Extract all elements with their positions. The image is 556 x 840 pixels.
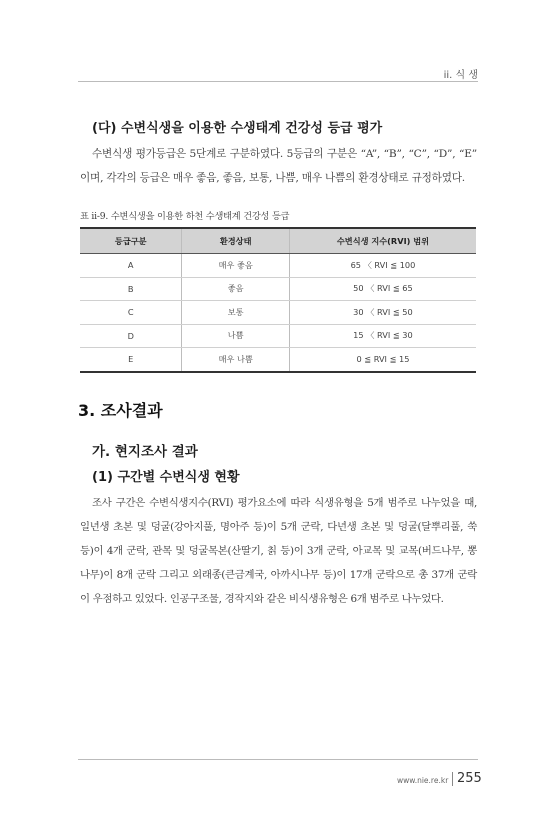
condition-cell: 보통 bbox=[182, 301, 289, 325]
condition-cell: 매우 좋음 bbox=[182, 254, 289, 278]
grade-table bbox=[80, 227, 476, 373]
results-paragraph: 조사 구간은 수변식생지수(RVI) 평가요소에 따라 식생유형을 5개 범주로 나누었을 때, 일년생 초본 및 덩굴(강아지풀, 명아주 등)이 5개 군락, 다년생 초본 및 덩굴(달뿌리풀, 쑥 등)이 4개 군락, 관목 및 덩굴목본(산딸기, 칡 등)이 3개 군락, 아교목 및 교목(버드나무, 뽕나무)이 8개 군락 그리고 외래종(큰금계국, 아까시나무 등)이 17개 군락으로 총 37개 군락이 우점하고 있었다. 인공구조물, 경작지와 같은 비식생유형은 6개 범주로 나누었다. bbox=[80, 497, 477, 605]
header-section-label: ii. 식 생 bbox=[443, 70, 478, 81]
footer-separator bbox=[452, 772, 453, 786]
rvi-range-cell: 30 〈 RVI ≦ 50 bbox=[289, 301, 476, 325]
rvi-range-cell: 50 〈 RVI ≦ 65 bbox=[289, 277, 476, 301]
footer-divider bbox=[78, 759, 478, 760]
subsection-title: (다) 수변식생을 이용한 수생태계 건강성 등급 평가 bbox=[92, 121, 383, 136]
condition-cell: 나쁨 bbox=[182, 324, 289, 348]
subheading-field-survey: 가. 현지조사 결과 bbox=[92, 444, 198, 460]
section-title: 3. 조사결과 bbox=[78, 401, 163, 420]
column-header-grade: 등급구분 bbox=[80, 228, 182, 254]
column-header-rvi-range: 수변식생 지수(RVI) 범위 bbox=[289, 228, 476, 254]
rvi-range-cell: 65 〈 RVI ≦ 100 bbox=[289, 254, 476, 278]
table-row bbox=[80, 324, 476, 348]
footer-url: www.nie.re.kr bbox=[397, 776, 449, 785]
page-number: 255 bbox=[457, 771, 482, 786]
subsubheading-vegetation-status: (1) 구간별 수변식생 현황 bbox=[92, 470, 240, 485]
table-row bbox=[80, 254, 476, 278]
condition-cell: 좋음 bbox=[182, 277, 289, 301]
rvi-range-cell: 15 〈 RVI ≦ 30 bbox=[289, 324, 476, 348]
column-header-condition: 환경상태 bbox=[182, 228, 289, 254]
grade-cell: E bbox=[80, 348, 182, 372]
grade-cell: B bbox=[80, 277, 182, 301]
grade-cell: D bbox=[80, 324, 182, 348]
condition-cell: 매우 나쁨 bbox=[182, 348, 289, 372]
table-caption: 표 ii-9. 수변식생을 이용한 하천 수생태계 건강성 등급 bbox=[80, 211, 290, 222]
grade-cell: A bbox=[80, 254, 182, 278]
table-header-row bbox=[80, 228, 476, 254]
table-row bbox=[80, 348, 476, 372]
header-divider bbox=[78, 81, 478, 82]
table-row bbox=[80, 301, 476, 325]
grade-description-paragraph: 수변식생 평가등급은 5단계로 구분하였다. 5등급의 구분은 “A”, “B”, “C”, “D”, “E” 이며, 각각의 등급은 매우 좋음, 좋음, 보통, 나쁨, 매우 나쁨의 환경상태로 규정하였다. bbox=[80, 148, 477, 184]
table-row bbox=[80, 277, 476, 301]
rvi-range-cell: 0 ≦ RVI ≦ 15 bbox=[289, 348, 476, 372]
grade-cell: C bbox=[80, 301, 182, 325]
